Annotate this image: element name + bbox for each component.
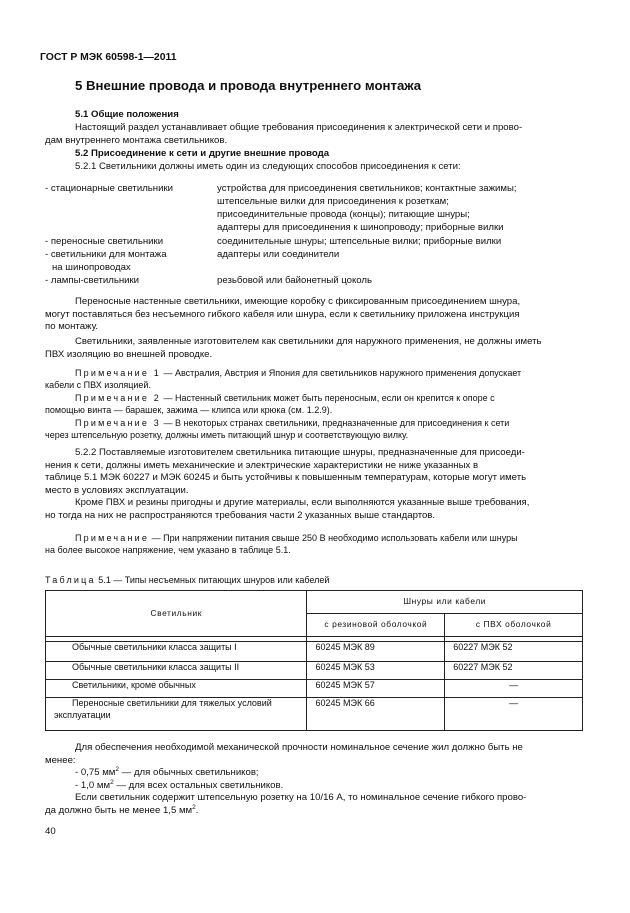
method-label-portable: - переносные светильники (45, 236, 164, 247)
note-label: Примечание 3 (75, 418, 161, 428)
line: по монтажу. (45, 321, 99, 333)
note-label: Примечание 2 (75, 393, 161, 403)
row-luminaire (46, 698, 307, 731)
paragraph-5-2-1: 5.2.1 Светильники должны иметь один из следующих способов присоединения к сети: (75, 161, 461, 172)
table-caption (45, 574, 329, 587)
row-rubber: 60245 МЭК 66 (307, 698, 445, 731)
table-row (46, 642, 583, 662)
document-header: ГОСТ Р МЭК 60598-1—2011 (40, 52, 177, 63)
line: таблице 5.1 МЭК 60227 и МЭК 60245 и быть устойчивы к повышенным температурам, которые могут иметь (45, 472, 527, 484)
line: дам внутреннего монтажа светильников. (45, 134, 228, 146)
cords-table (45, 590, 583, 731)
row-luminaire: Обычные светильники класса защиты I (46, 642, 307, 662)
note-text: — При напряжении питания свыше 250 В необходимо использовать кабели или шнуры (149, 533, 518, 543)
method-label-track: - светильники для монтажа (45, 249, 167, 260)
section-title: 5 Внешние провода и провода внутреннего монтажа (75, 78, 422, 93)
method-desc: устройства для присоединения светильников; контактные зажимы; (217, 183, 517, 194)
method-label-track-cont: на шинопроводах (52, 262, 131, 273)
col-header-rubber: с резиновой оболочкой (307, 614, 445, 637)
method-label-fixed: - стационарные светильники (45, 183, 173, 194)
line-end: . (195, 804, 199, 816)
line: место в условиях эксплуатации. (45, 484, 189, 496)
line: Переносные настенные светильники, имеющие коробку с фиксированным присоединением шнура, (75, 296, 521, 307)
method-desc: адаптеры или соединители (217, 249, 340, 260)
row-pvc: 60227 МЭК 52 (445, 642, 583, 662)
row-pvc: — (445, 698, 583, 731)
line: Если светильник содержит штепсельную розетку на 10/16 А, то номинальное сечение гибкого прово- (75, 792, 527, 804)
table-row (46, 698, 583, 731)
note-text: — Австралия, Австрия и Япония для светильников наружного применения допускает (161, 368, 522, 378)
row-luminaire: Обычные светильники класса защиты II (46, 662, 307, 680)
row-pvc: — (445, 680, 583, 698)
method-desc: адаптеры для присоединения к шинопроводу; приборные вилки (217, 222, 504, 233)
line: помощью винта — барашек, зажима — клипса или крюка (см. 1.2.9). (45, 405, 333, 415)
line: ПВХ изоляцию во внешней проводке. (45, 348, 213, 360)
note-text: — Настенный светильник может быть переносным, если он крепится к опоре с (161, 393, 495, 403)
row-rubber: 60245 МЭК 53 (307, 662, 445, 680)
paragraph-portable (45, 296, 583, 334)
line-text: да должно быть не менее 1,5 мм (45, 804, 193, 816)
item-value: - 0,75 мм (75, 767, 116, 779)
superscript: 2 (115, 766, 120, 773)
line: но тогда на них не распространяются требования части 2 указанных выше стандартов. (45, 509, 436, 521)
line: на более высокое напряжение, чем указано в таблице 5.1. (45, 545, 291, 555)
paragraph-outdoor (45, 336, 583, 361)
method-label-lamps: - лампы-светильники (45, 275, 140, 286)
col-header-pvc: с ПВХ оболочкой (445, 614, 583, 637)
row-pvc: 60227 МЭК 52 (445, 662, 583, 680)
line: 5.2.2 Поставляемые изготовителем светильника питающие шнуры, предназначенные для присоеди- (75, 447, 525, 458)
line: нения к сети, должны иметь механические и электрические характеристики не ниже указанных в (45, 459, 479, 471)
page-number: 40 (45, 826, 56, 837)
table-header-row (46, 591, 583, 614)
line (45, 392, 583, 404)
table-row (46, 680, 583, 698)
line: Светильники, заявленные изготовителем как светильники для наружного применения, не должны иметь (75, 336, 542, 347)
method-desc: присоединительные провода (концы); питающие шнуры; (217, 209, 470, 220)
line: кабели с ПВХ изоляцией. (45, 380, 151, 390)
line: Для обеспечения необходимой механической прочности номинальное сечение жил должно быть не (75, 742, 523, 753)
paragraph-5-1 (45, 122, 583, 147)
line (45, 780, 583, 793)
method-desc: резьбовой или байонетный цоколь (217, 275, 372, 286)
row-rubber: 60245 МЭК 89 (307, 642, 445, 662)
table-row (46, 662, 583, 680)
item-text: — для всех остальных светильников. (113, 779, 284, 791)
line (45, 367, 583, 379)
superscript: 2 (192, 803, 196, 811)
method-desc: штепсельные вилки для присоединения к розеткам; (217, 196, 449, 207)
line (45, 805, 583, 818)
paragraph-5-2-2 (45, 447, 583, 523)
subsection-5-2-title: 5.2 Присоединение к сети и другие внешние провода (75, 148, 330, 159)
col-header-luminaire: Светильник (46, 591, 307, 637)
line (45, 417, 583, 429)
note-label: Примечание (75, 533, 150, 543)
table-caption-label: Таблица (45, 575, 96, 585)
note-label: Примечание 1 (75, 368, 161, 378)
line: через штепсельную розетку, должны иметь питающий шнур и соответствующую вилку. (45, 430, 409, 440)
note-2 (45, 392, 583, 416)
item-text: — для обычных светильников; (119, 767, 259, 779)
paragraph-cross-section (45, 742, 583, 818)
note-3 (45, 417, 583, 441)
subsection-5-1-title: 5.1 Общие положения (75, 109, 179, 120)
col-header-cords: Шнуры или кабели (307, 591, 583, 614)
note-1 (45, 367, 583, 391)
method-desc: соединительные шнуры; штепсельные вилки; приборные вилки (217, 236, 502, 247)
line (45, 532, 583, 544)
line: Кроме ПВХ и резины пригодны и другие материалы, если выполняются указанные выше требования, (75, 497, 530, 509)
row-luminaire-line: эксплуатации (54, 709, 111, 720)
note-text: — В некоторых странах светильники, предназначенные для присоединения к сети (161, 418, 510, 428)
line: менее: (45, 754, 76, 766)
table-caption-text: 5.1 — Типы несъемных питающих шнуров или кабелей (95, 575, 330, 585)
row-luminaire-line: Переносные светильники для тяжелых условий (72, 698, 272, 708)
line (45, 767, 583, 780)
superscript: 2 (110, 778, 114, 786)
line: Настоящий раздел устанавливает общие требования присоединения к электрической сети и прово- (75, 122, 523, 133)
line: могут поставляться без несъемного гибкого кабеля или шнура, если к светильнику приложена инструкция (45, 308, 520, 320)
row-luminaire: Светильники, кроме обычных (46, 680, 307, 698)
row-rubber: 60245 МЭК 57 (307, 680, 445, 698)
item-value: - 1,0 мм (75, 779, 111, 791)
note-voltage (45, 532, 583, 556)
